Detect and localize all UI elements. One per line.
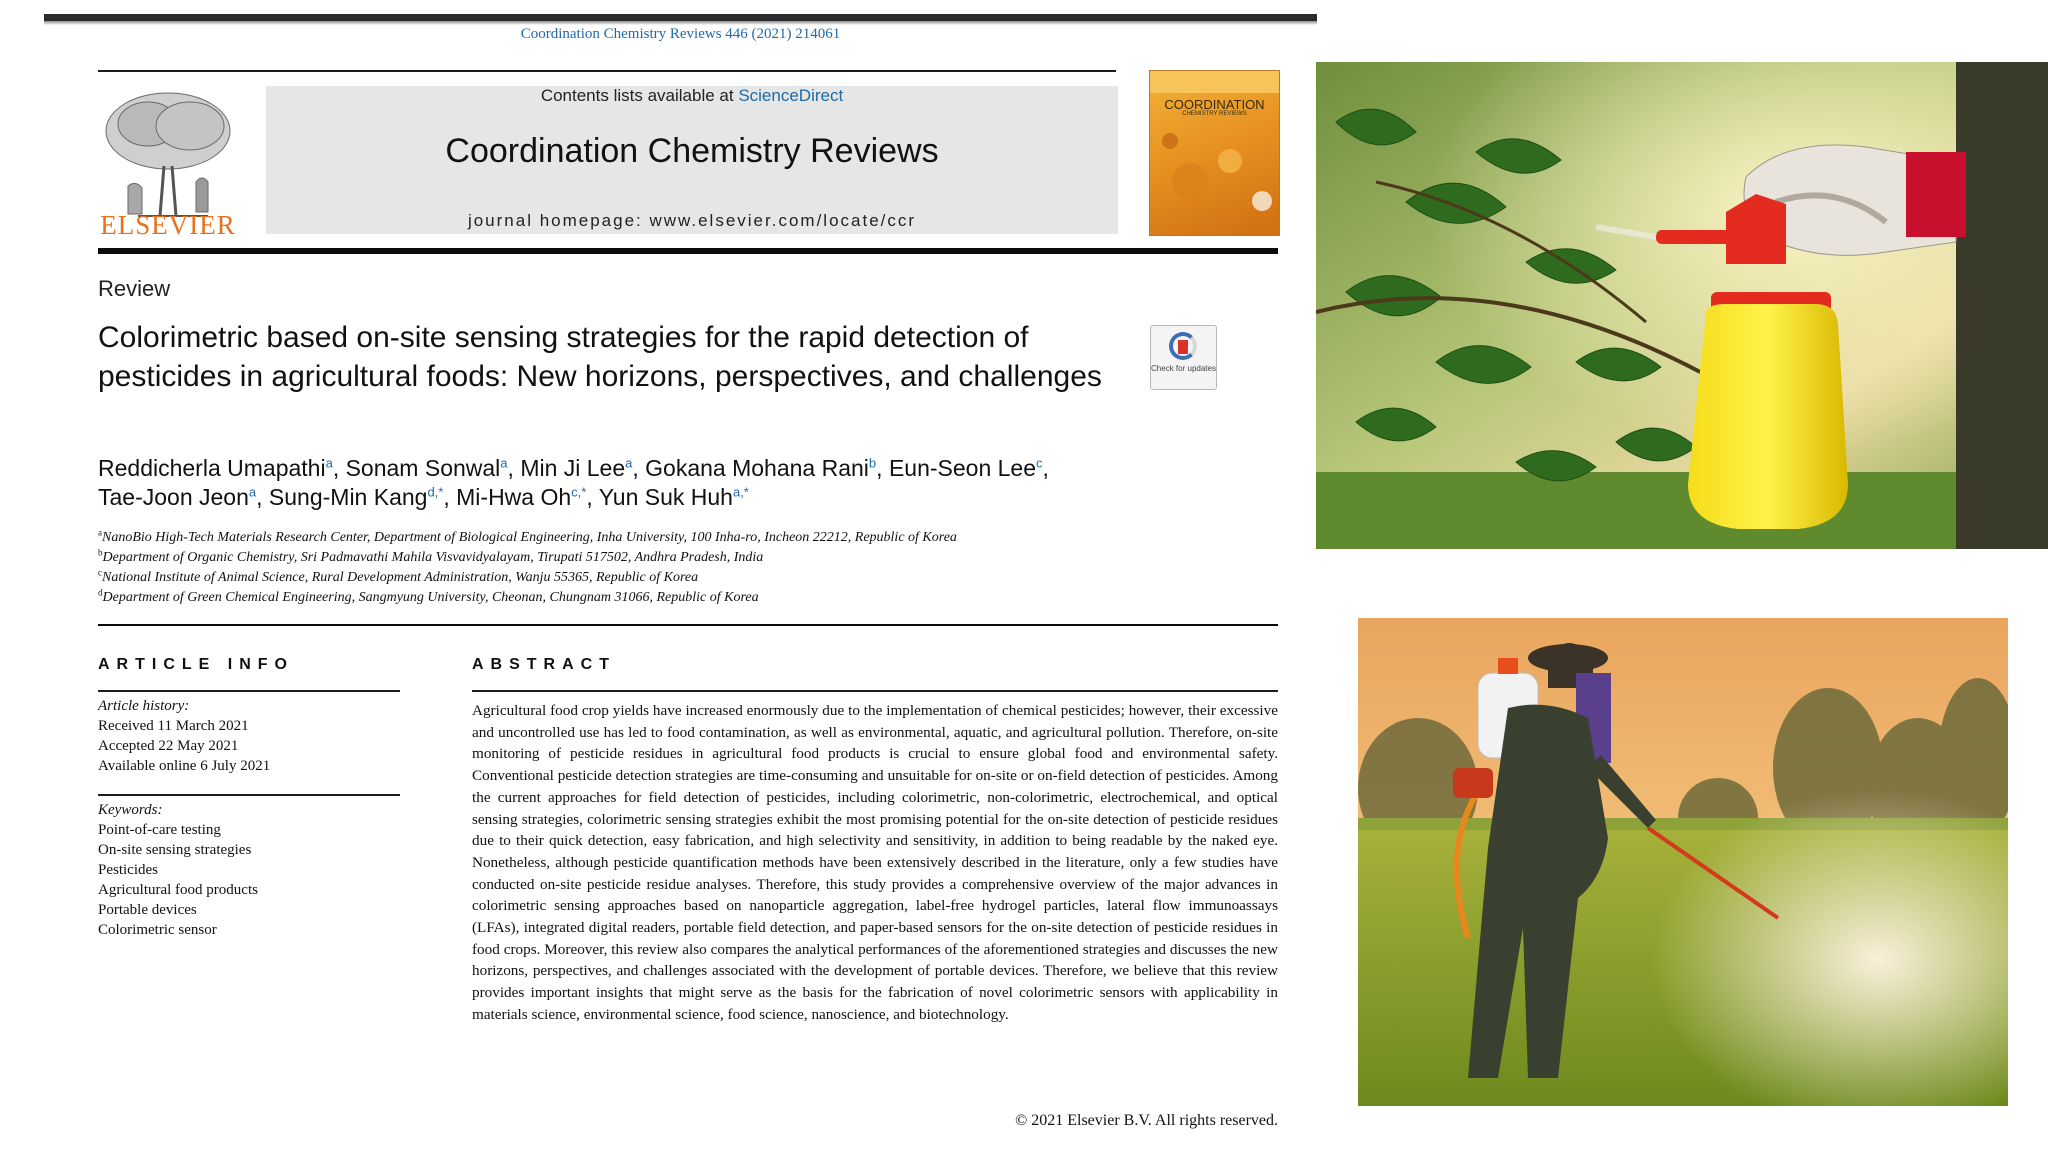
author-name[interactable]: Sonam Sonwal xyxy=(345,455,501,481)
author-affil-mark[interactable]: a xyxy=(500,455,508,471)
keyword[interactable]: Portable devices xyxy=(98,902,197,918)
author-affil-mark[interactable]: a xyxy=(625,455,633,471)
top-rule-shadow xyxy=(44,21,1317,25)
keyword[interactable]: Colorimetric sensor xyxy=(98,922,217,938)
author-affil-mark[interactable]: a,* xyxy=(732,484,749,500)
history-label: Article history: xyxy=(98,698,190,714)
title-rule xyxy=(98,248,1278,254)
bookmark-icon xyxy=(1178,340,1188,354)
article-info-heading: ARTICLE INFO xyxy=(98,656,294,673)
affiliation-item xyxy=(98,568,1158,588)
author-name[interactable]: Sung-Min Kang xyxy=(268,484,428,510)
affiliation-mark: a xyxy=(98,527,102,538)
journal-citation[interactable]: Coordination Chemistry Reviews 446 (2021) 214061 xyxy=(520,26,841,42)
author-name[interactable]: Eun-Seon Lee xyxy=(888,455,1037,481)
cover-subtitle: CHEMISTRY REVIEWS xyxy=(1182,111,1247,117)
affiliation-item xyxy=(98,548,1158,568)
abstract-heading: ABSTRACT xyxy=(472,656,616,673)
abstract-text: Agricultural food crop yields have increased enormously due to the implementation of chemical pesticides; however, their excessive and uncontrolled use has led to food contamination, as well as environmental, aquatic, and agricultural pollution. Therefore, on-site monitoring of pesticide residues in agricultural food products is crucial to ensure global food and environmental safety. Conventional pesticide detection strategies are time-consuming and unsuitable for on-site or on-field detection of pesticides. Among the current approaches for field detection of pesticides, including colorimetric, non-colorimetric, electrochemical, and optical sensing strategies, colorimetric sensing strategies exhibit the most promising potential for the on-site detection of pesticide residues due to their quick detection, easy fabrication, and high selectivity and sensitivity, in addition to being readable by the naked eye. Nonetheless, although pesticide quantification methods have been extensively described in the literature, only a few studies have conducted on-site pesticide residue analyses. Therefore, this study provides a comprehensive overview of the major advances in colorimetric sensing approaches based on nanoparticle aggregation, label-free hydrogel particles, lateral flow immunoassays (LFAs), integrated digital readers, portable field detection, and paper-based sensors for the on-site detection of pesticide residues in food crops. Moreover, this review also compares the analytical performances of the aforementioned strategies and discusses the new horizons, perspectives, and challenges associated with the development of portable devices. Therefore, we believe that this review provides important insights that might serve as the basis for the fabrication of novel colorimetric sensors with applicability in materials science, environmental science, food science, nanoscience, and biotechnology. xyxy=(472,702,1278,1023)
author-name[interactable]: Reddicherla Umapathi xyxy=(98,455,326,481)
author-affil-mark[interactable]: a xyxy=(248,484,257,500)
keyword[interactable]: On-site sensing strategies xyxy=(98,842,252,858)
author-list: Reddicherla Umapathi$^a$, Sonam Sonwal$^a$, Min Ji Lee$^a$, Gokana Mohana Rani$^b$, Eun-Seon Lee$^c$, Tae-Joon Jeon$^a$, Sung-Min Kang$^{d,*}$, Mi-Hwa $Oh^{c,*}$, Yun Suk Huh$^{a,*}$ xyxy=(98,455,1049,510)
author-name[interactable]: Min Ji Lee xyxy=(520,455,626,481)
author-name[interactable]: Yun Suk Huh xyxy=(598,484,733,510)
author-affil-mark[interactable]: a xyxy=(325,455,333,471)
hand-spraying-plant-photo xyxy=(1316,62,2048,549)
sciencedirect-link[interactable]: ScienceDirect xyxy=(738,86,844,105)
article-info-rule xyxy=(98,690,400,692)
keywords-rule xyxy=(98,794,400,796)
author-affil-mark[interactable]: d,* xyxy=(427,484,444,500)
farmer-spraying-field-photo xyxy=(1358,618,2008,1106)
affiliation-text: Department of Green Chemical Engineering, Sangmyung University, Cheonan, Chungnam 31066, Republic of Korea xyxy=(102,590,759,605)
article-type: Review xyxy=(98,276,171,301)
received-date: Received 11 March 2021 xyxy=(98,718,249,734)
affiliation-text: National Institute of Animal Science, Rural Development Administration, Wanju 55365, Republic of Korea xyxy=(102,570,699,585)
copyright-line: © 2021 Elsevier B.V. All rights reserved. xyxy=(1015,1112,1278,1129)
affiliation-item xyxy=(98,528,1158,548)
author-affil-mark[interactable]: b xyxy=(868,455,877,471)
abstract-rule xyxy=(472,690,1278,692)
author-affil-mark[interactable]: c xyxy=(1036,455,1043,471)
body-rule xyxy=(98,624,1278,626)
author-affil-mark[interactable]: c,* xyxy=(571,484,587,500)
article-history xyxy=(98,696,270,776)
field-spraying-image xyxy=(1358,618,2008,1106)
author-name[interactable]: Tae-Joon Jeon xyxy=(98,484,249,510)
affiliation-list xyxy=(98,528,1158,608)
affiliation-text: Department of Organic Chemistry, Sri Padmavathi Mahila Visvavidyalayam, Tirupati 517502, Andhra Pradesh, India xyxy=(102,550,764,565)
accepted-date: Accepted 22 May 2021 xyxy=(98,738,239,754)
journal-cover-thumbnail[interactable] xyxy=(1149,70,1280,236)
cover-title: COORDINATION xyxy=(1164,97,1265,112)
spray-bottle-image xyxy=(1316,62,2048,549)
journal-homepage[interactable]: journal homepage: www.elsevier.com/locate/ccr xyxy=(467,211,917,230)
affiliation-text: NanoBio High-Tech Materials Research Center, Department of Biological Engineering, Inha University, 100 Inha-ro, Incheon 22212, Republic of Korea xyxy=(102,530,957,545)
cover-art xyxy=(1150,71,1279,235)
keyword[interactable]: Point-of-care testing xyxy=(98,822,221,838)
paper-title: Colorimetric based on-site sensing strategies for the rapid detection of pesticides in agricultural foods: New horizons, perspectives, and challenges xyxy=(98,321,1102,393)
contents-prefix: Contents lists available at xyxy=(540,86,739,105)
check-for-updates-button[interactable] xyxy=(1150,325,1217,390)
top-rule xyxy=(44,14,1317,21)
affiliation-mark: b xyxy=(98,547,103,558)
keywords-block xyxy=(98,800,258,940)
keywords-label: Keywords: xyxy=(98,802,163,818)
check-updates-label: Check for updates xyxy=(1151,364,1216,373)
keyword[interactable]: Pesticides xyxy=(98,862,158,878)
affiliation-mark: c xyxy=(98,567,102,578)
online-date: Available online 6 July 2021 xyxy=(98,758,271,774)
journal-title: Coordination Chemistry Reviews xyxy=(445,132,939,170)
author-name[interactable]: Gokana Mohana Rani xyxy=(645,455,869,481)
affiliation-mark: d xyxy=(98,587,103,598)
contents-line xyxy=(266,86,1118,106)
elsevier-wordmark[interactable]: ELSEVIER xyxy=(100,210,236,240)
keyword[interactable]: Agricultural food products xyxy=(98,882,258,898)
affiliation-item xyxy=(98,588,1158,608)
author-name[interactable]: Mi-Hwa Oh xyxy=(456,484,572,510)
header-rule xyxy=(98,70,1116,72)
